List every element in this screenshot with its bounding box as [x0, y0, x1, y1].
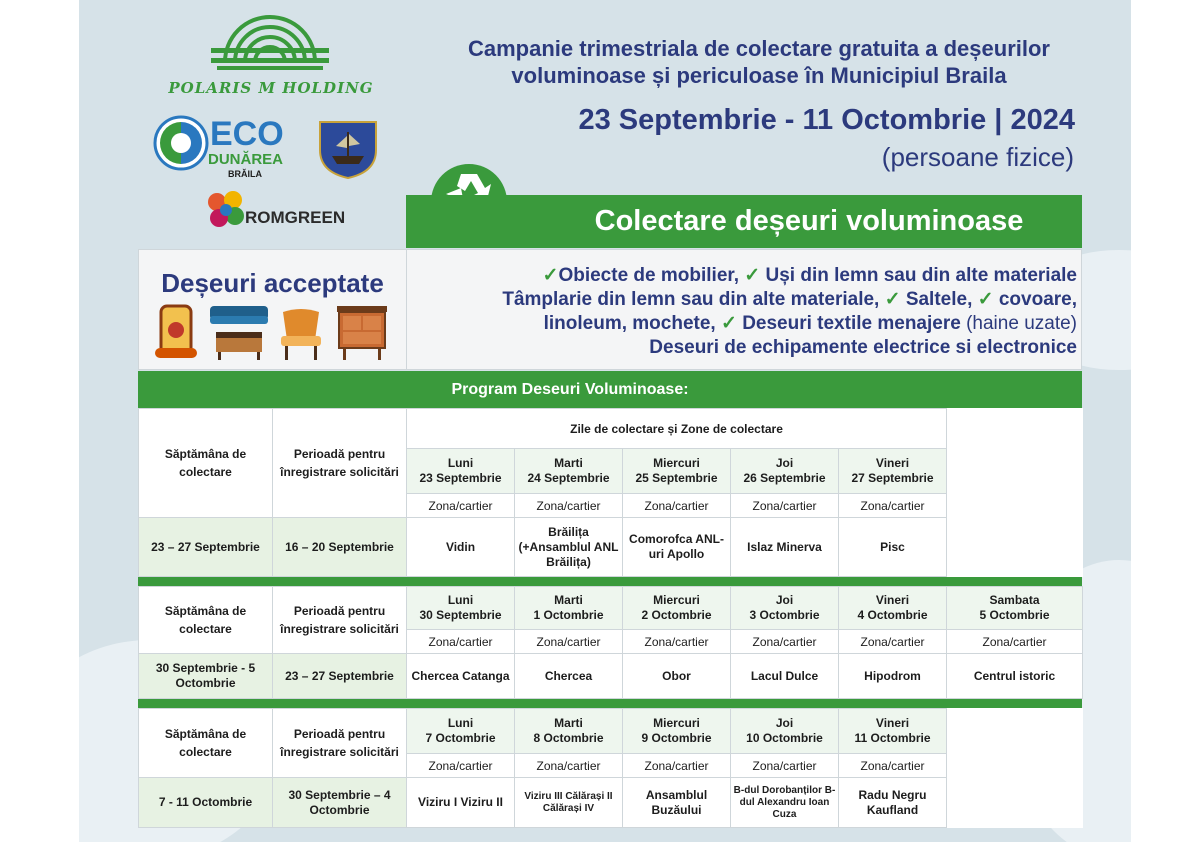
day-header: Miercuri 9 Octombrie — [623, 709, 731, 754]
accepted-item: Saltele, — [905, 289, 973, 310]
zone-name: Vidin — [407, 518, 515, 577]
week-dates: 7 - 11 Octombrie — [139, 778, 273, 828]
accepted-item: Deseuri de echipamente electrice si electronice — [649, 337, 1077, 358]
divider — [406, 250, 407, 370]
week-column-header: Săptămâna de colectare — [139, 409, 273, 518]
day-header: Joi 26 Septembrie — [731, 449, 839, 494]
zone-name: Chercea — [515, 654, 623, 699]
romgreen-logo-icon — [205, 190, 247, 234]
accepted-waste-panel — [138, 249, 1082, 370]
check-icon: ✓ — [884, 289, 901, 310]
zone-name: Radu Negru Kaufland — [839, 778, 947, 828]
zone-label: Zona/cartier — [731, 494, 839, 518]
schedule-week-3 — [138, 708, 1083, 828]
accepted-item: Deseuri textile menajere — [742, 313, 961, 334]
program-title: Program Deseuri Voluminoase: — [138, 371, 1082, 408]
day-header: Marti 8 Octombrie — [515, 709, 623, 754]
zone-name: Islaz Minerva — [731, 518, 839, 577]
week-separator — [138, 699, 1082, 708]
dresser-icon — [335, 304, 389, 362]
zone-name: Pisc — [839, 518, 947, 577]
zone-name: Ansamblul Buzăului — [623, 778, 731, 828]
day-header: Joi 3 Octombrie — [731, 587, 839, 630]
day-header: Luni 30 Septembrie — [407, 587, 515, 630]
campaign-title: Campanie trimestriala de colectare gratuita a deșeurilor voluminoase și periculoase în Municipiul Braila — [467, 36, 1050, 88]
accepted-waste-title: Deșeuri acceptate — [161, 268, 384, 298]
sofa-table-icon — [208, 302, 270, 362]
day-header: Luni 23 Septembrie — [407, 449, 515, 494]
zone-label: Zona/cartier — [731, 630, 839, 654]
banner-title: Colectare deșeuri voluminoase — [594, 205, 1024, 237]
zone-label: Zona/cartier — [515, 494, 623, 518]
zone-label: Zona/cartier — [839, 630, 947, 654]
partner-name: ROMGREEN — [245, 208, 346, 227]
eco-brand-city: BRĂILA — [228, 169, 262, 179]
accepted-item: covoare, — [998, 289, 1077, 310]
accepted-item: linoleum, mochete, — [543, 313, 716, 334]
eco-brand: ECO — [210, 115, 284, 153]
check-icon: ✓ — [977, 289, 994, 310]
banner — [406, 195, 1082, 248]
zone-name: Centrul istoric — [947, 654, 1083, 699]
zone-label: Zona/cartier — [407, 494, 515, 518]
braila-coat-of-arms-icon — [318, 120, 378, 180]
empty-cell — [947, 709, 1083, 828]
week-dates: 23 – 27 Septembrie — [139, 518, 273, 577]
poster — [79, 0, 1131, 842]
day-header: Miercuri 2 Octombrie — [623, 587, 731, 630]
zone-label: Zona/cartier — [407, 630, 515, 654]
period-column-header: Perioadă pentru înregistrare solicitări — [273, 709, 407, 778]
registration-period: 23 – 27 Septembrie — [273, 654, 407, 699]
zone-name: Viziru III Călărași II Călărași IV — [515, 778, 623, 828]
zone-name: Brăilița (+Ansamblul ANL Brăilița) — [515, 518, 623, 577]
day-header: Vineri 27 Septembrie — [839, 449, 947, 494]
eco-dunarea-logo — [152, 114, 286, 182]
accepted-item-note: (haine uzate) — [966, 313, 1077, 334]
zone-name: Viziru I Viziru II — [407, 778, 515, 828]
days-zones-header: Zile de colectare și Zone de colectare — [407, 409, 947, 449]
day-header: Marti 24 Septembrie — [515, 449, 623, 494]
registration-period: 16 – 20 Septembrie — [273, 518, 407, 577]
zone-label: Zona/cartier — [731, 754, 839, 778]
day-header: Joi 10 Octombrie — [731, 709, 839, 754]
registration-period: 30 Septembrie – 4 Octombrie — [273, 778, 407, 828]
check-icon: ✓ — [542, 265, 559, 286]
week-separator — [138, 577, 1082, 586]
zone-label: Zona/cartier — [839, 494, 947, 518]
period-column-header: Perioadă pentru înregistrare solicitări — [273, 409, 407, 518]
zone-label: Zona/cartier — [947, 630, 1083, 654]
schedule-week-1 — [138, 408, 1083, 577]
day-header: Vineri 4 Octombrie — [839, 587, 947, 630]
schedule-week-2 — [138, 586, 1083, 699]
zone-name: Hipodrom — [839, 654, 947, 699]
company-name: POLARIS M HOLDING — [168, 79, 374, 97]
check-icon: ✓ — [744, 265, 761, 286]
zone-label: Zona/cartier — [515, 754, 623, 778]
accepted-waste-list — [419, 264, 1077, 360]
week-column-header: Săptămâna de colectare — [139, 709, 273, 778]
empty-cell — [947, 409, 1083, 577]
zone-label: Zona/cartier — [623, 754, 731, 778]
week-column-header: Săptămâna de colectare — [139, 587, 273, 654]
zone-name: Obor — [623, 654, 731, 699]
week-dates: 30 Septembrie - 5 Octombrie — [139, 654, 273, 699]
day-header: Vineri 11 Octombrie — [839, 709, 947, 754]
accepted-item: Obiecte de mobilier, — [558, 265, 740, 286]
polaris-logo-icon — [211, 6, 329, 70]
day-header: Sambata 5 Octombrie — [947, 587, 1083, 630]
day-header: Marti 1 Octombrie — [515, 587, 623, 630]
eco-brand-sub: DUNĂREA — [208, 151, 283, 168]
campaign-subtitle: (persoane fizice) — [881, 142, 1074, 172]
zone-name: Chercea Catanga — [407, 654, 515, 699]
accepted-item: Tâmplarie din lemn sau din alte materiale, — [502, 289, 880, 310]
armchair-icon — [275, 306, 327, 362]
zone-label: Zona/cartier — [623, 630, 731, 654]
zone-name: Lacul Dulce — [731, 654, 839, 699]
day-header: Miercuri 25 Septembrie — [623, 449, 731, 494]
eco-ring-icon — [152, 114, 210, 172]
check-icon: ✓ — [720, 313, 737, 334]
zone-name: B-dul Dorobanților B-dul Alexandru Ioan Cuza — [731, 778, 839, 828]
zone-name: Comorofca ANL-uri Apollo — [623, 518, 731, 577]
day-header: Luni 7 Octombrie — [407, 709, 515, 754]
zone-label: Zona/cartier — [515, 630, 623, 654]
zone-label: Zona/cartier — [839, 754, 947, 778]
period-column-header: Perioadă pentru înregistrare solicitări — [273, 587, 407, 654]
campaign-dates: 23 Septembrie - 11 Octombrie | 2024 — [578, 104, 1075, 136]
rug-icon — [153, 302, 199, 362]
zone-label: Zona/cartier — [623, 494, 731, 518]
accepted-item: Uși din lemn sau din alte materiale — [765, 265, 1077, 286]
zone-label: Zona/cartier — [407, 754, 515, 778]
